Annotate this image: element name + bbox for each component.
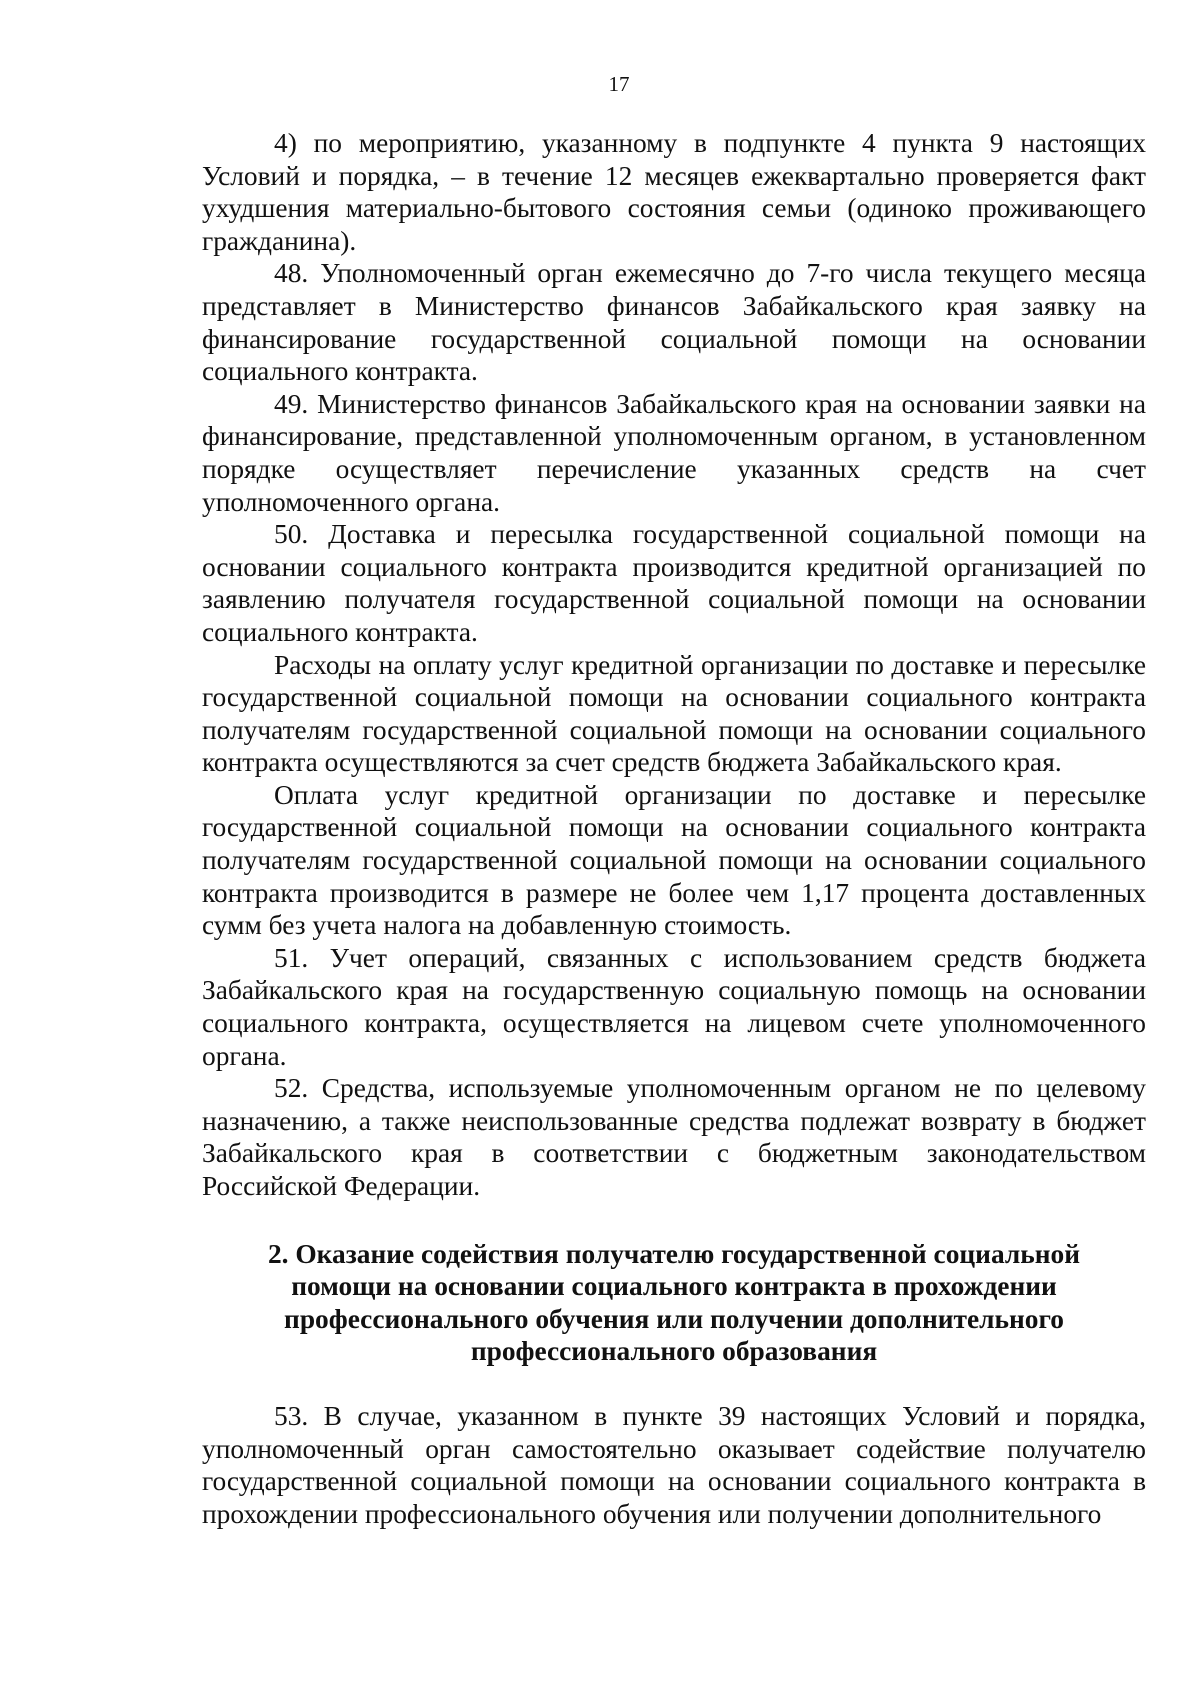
page-number: 17 xyxy=(608,72,630,96)
paragraph-51: 51. Учет операций, связанных с использованием средств бюджета Забайкальского края на государственную социальную помощь на основании социального контракта, осуществляется на лицевом счете уполномоченного органа. xyxy=(202,942,1146,1071)
paragraph-50-expenses: Расходы на оплату услуг кредитной организации по доставке и пересылке государственной социальной помощи на основании социального контракта получателям государственной социальной помощи на основании социального контракта осуществляются за счет средств бюджета Забайкальского края. xyxy=(202,649,1146,778)
paragraph-48: 48. Уполномоченный орган ежемесячно до 7-го числа текущего месяца представляет в Министерство финансов Забайкальского края заявку на финансирование государственной социальной помощи на основании социального контракта. xyxy=(202,258,1146,387)
paragraph-53: 53. В случае, указанном в пункте 39 настоящих Условий и порядка, уполномоченный орган самостоятельно оказывает содействие получателю государственной социальной помощи на основании социального контракта в прохождении профессионального обучения или получении дополнительного xyxy=(202,1400,1146,1529)
section-heading: 2. Оказание содействия получателю государственной социальной помощи на основании социального контракта в прохождении профессионального обучения или получении дополнительного профессионального образования xyxy=(267,1238,1081,1367)
paragraph-52: 52. Средства, используемые уполномоченным органом не по целевому назначению, а также неиспользованные средства подлежат возврату в бюджет Забайкальского края в соответствии с бюджетным законодательством Российской Федерации. xyxy=(202,1073,1146,1201)
paragraph-item-4: 4) по мероприятию, указанному в подпункте 4 пункта 9 настоящих Условий и порядка, – в течение 12 месяцев ежеквартально проверяется факт ухудшения материально-бытового состояния семьи (одиноко проживающего гражданина). xyxy=(202,128,1146,256)
paragraph-50: 50. Доставка и пересылка государственной социальной помощи на основании социального контракта производится кредитной организацией по заявлению получателя государственной социальной помощи на основании социального контракта. xyxy=(202,519,1146,647)
paragraph-49: 49. Министерство финансов Забайкальского края на основании заявки на финансирование, представленной уполномоченным органом, в установленном порядке осуществляет перечисление указанных средств на счет уполномоченного органа. xyxy=(202,388,1146,517)
document-body xyxy=(202,127,1146,1530)
paragraph-50-payment: Оплата услуг кредитной организации по доставке и пересылке государственной социальной помощи на основании социального контракта получателям государственной социальной помощи на основании социального контракта производится в размере не более чем 1,17 процента доставленных сумм без учета налога на добавленную стоимость. xyxy=(202,779,1146,941)
